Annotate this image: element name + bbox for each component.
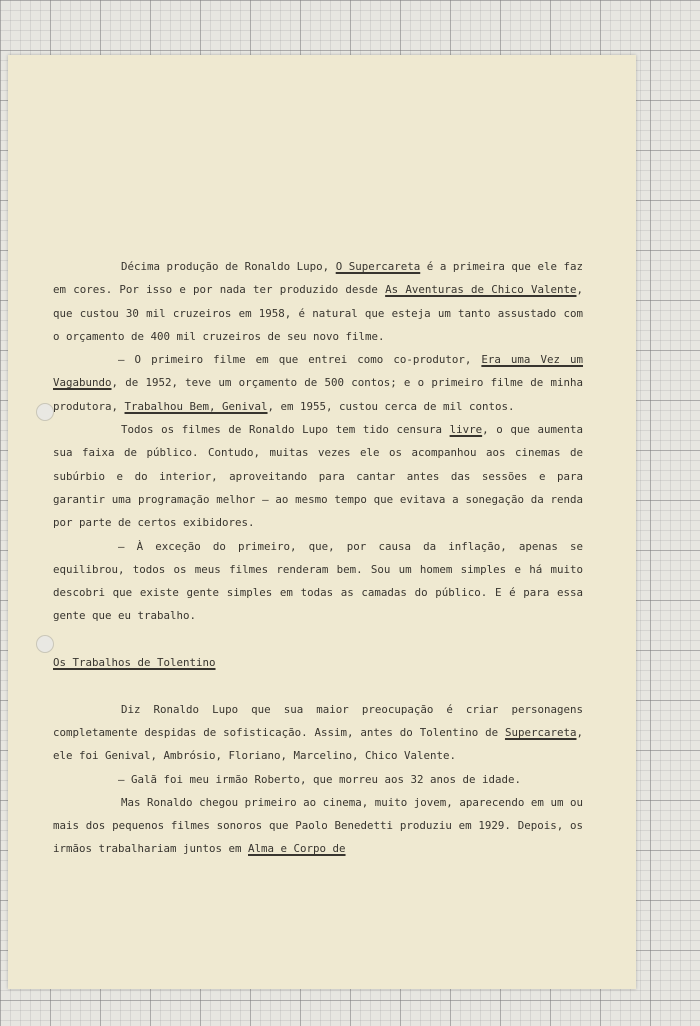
underlined-title: livre	[449, 423, 483, 437]
underlined-title: As Aventuras de Chico Valente	[385, 283, 577, 297]
document-text	[53, 255, 583, 861]
text-run: Todos os filmes de Ronaldo Lupo tem tido censura	[121, 423, 450, 437]
punch-hole-top	[36, 403, 54, 421]
punch-hole-bottom	[36, 635, 54, 653]
paragraph	[53, 535, 583, 628]
underlined-title: Era uma Vez um Vagabundo	[53, 353, 583, 390]
text-run: Diz Ronaldo Lupo que sua maior preocupação é criar personagens completamente despidas de sofisticação. Assim, antes do Tolentino de	[53, 702, 583, 739]
text-run: — À exceção do primeiro, que, por causa da inflação, apenas se equilibrou, todos os meus filmes renderam bem. Sou um homem simples e há muito descobri que existe gente simples em todas as camadas do público. E é para essa gente que eu trabalho.	[53, 539, 583, 623]
underlined-title: Supercareta	[504, 725, 577, 739]
typewritten-page	[8, 55, 636, 989]
text-run: — O primeiro filme em que entrei como co-produtor,	[118, 353, 482, 367]
text-run: , de 1952, teve um orçamento de 500 contos; e o primeiro filme de minha produtora,	[53, 376, 583, 413]
paragraph	[53, 791, 583, 861]
text-run: , que custou 30 mil cruzeiros em 1958, é natural que esteja um tanto assustado com o orçamento de 400 mil cruzeiros de seu novo filme.	[53, 283, 583, 343]
underlined-title: O Supercareta	[335, 260, 421, 273]
section-heading	[53, 651, 583, 674]
paragraph	[53, 768, 583, 791]
underlined-title: Alma e Corpo de	[248, 842, 346, 856]
paragraph	[53, 348, 583, 418]
paragraph	[53, 418, 583, 534]
text-run: , em 1955, custou cerca de mil contos.	[267, 399, 515, 413]
underlined-title: Trabalhou Bem, Genival	[124, 399, 268, 413]
paragraph	[53, 698, 583, 768]
text-run: Mas Ronaldo chegou primeiro ao cinema, muito jovem, aparecendo em um ou mais dos pequenos filmes sonoros que Paolo Benedetti produziu em 1929. Depois, os irmãos trabalhariam juntos em	[53, 795, 583, 856]
paragraph	[53, 255, 583, 348]
underlined-title: Os Trabalhos de Tolentino	[53, 656, 216, 670]
text-run: , ele foi Genival, Ambrósio, Floriano, Marcelino, Chico Valente.	[53, 725, 583, 763]
text-run: é a primeira que ele faz em cores. Por isso e por nada ter produzido desde	[53, 260, 583, 297]
text-run: — Galã foi meu irmão Roberto, que morreu aos 32 anos de idade.	[118, 772, 522, 786]
text-run: , o que aumenta sua faixa de público. Contudo, muitas vezes ele os acompanhou aos cinemas de subúrbio e do interior, aproveitando para cantar antes das sessões e para garantir uma programação melhor — ao mesmo tempo que evitava a sonegação da renda por parte de certos exibidores.	[53, 423, 583, 530]
text-run: Décima produção de Ronaldo Lupo,	[121, 260, 336, 273]
